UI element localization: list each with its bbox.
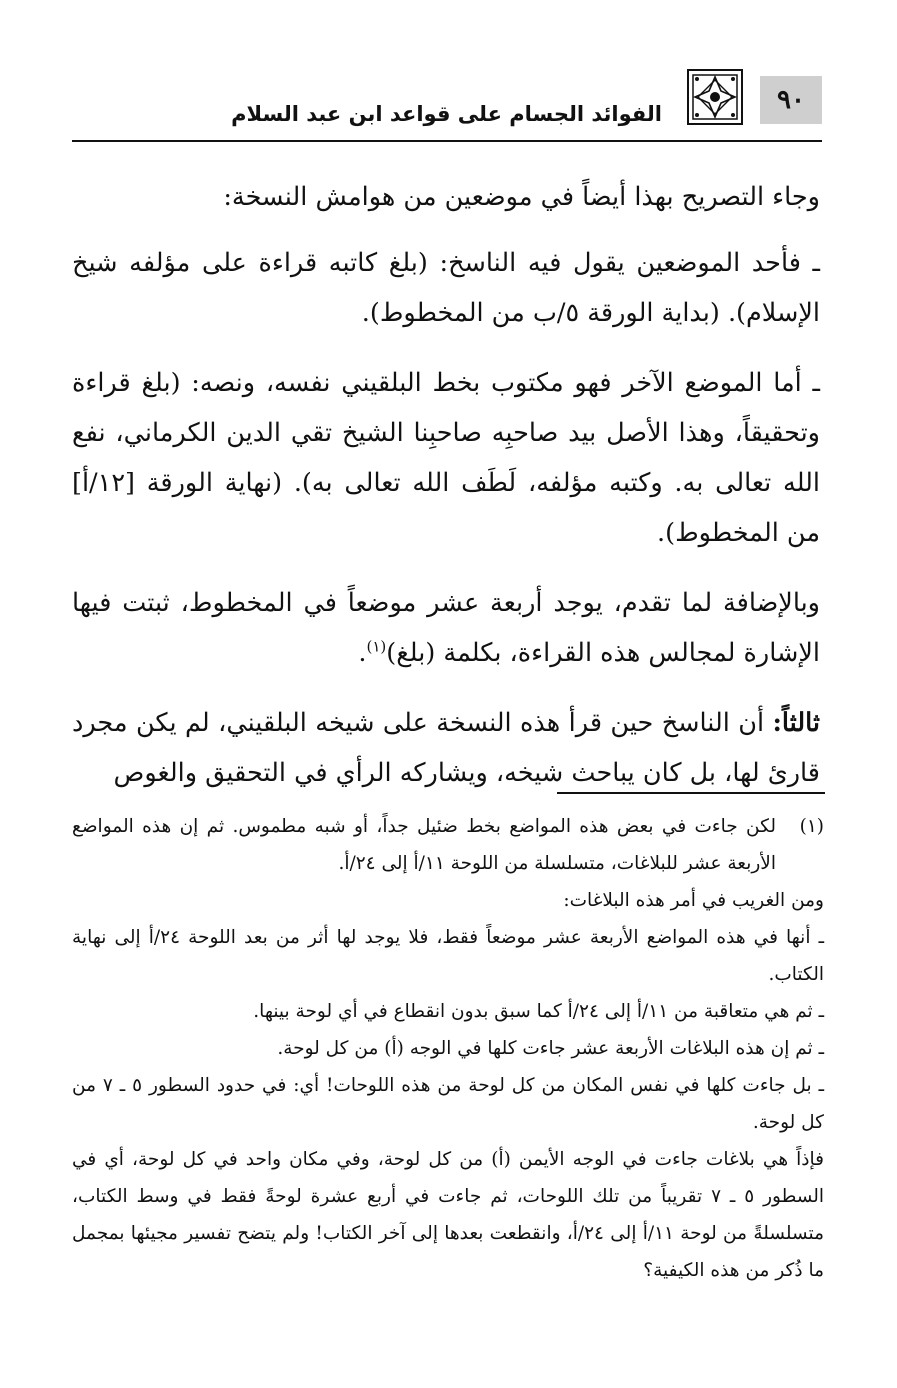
- footnote-line-5: ـ ثم إن هذه البلاغات الأربعة عشر جاءت كلها في الوجه (أ) من كل لوحة.: [277, 1038, 824, 1059]
- paragraph-4-end: .: [358, 638, 367, 668]
- footnote-1: [72, 808, 824, 882]
- footnote-line-2: ومن الغريب في أمر هذه البلاغات:: [563, 890, 824, 911]
- running-title: الفوائد الجسام على قواعد ابن عبد السلام: [231, 102, 662, 126]
- paragraph-5-lead: ثالثاً:: [772, 708, 820, 738]
- footnote-line-3: ـ أنها في هذه المواضع الأربعة عشر موضعاً فقط، فلا يوجد لها أثر من بعد اللوحة ٢٤/أ إلى نهاية الكتاب.: [72, 927, 824, 985]
- page-number: ٩٠: [777, 85, 805, 115]
- page-number-box: [760, 76, 822, 124]
- footnote-ref[interactable]: (١): [366, 637, 387, 656]
- footnote-line-1: لكن جاءت في بعض هذه المواضع بخط ضئيل جداً، أو شبه مطموس. ثم إن هذه المواضع الأربعة عشر للبلاغات، متسلسلة من اللوحة ١١/أ إلى ٢٤/أ.: [72, 816, 776, 874]
- paragraph-2: ـ فأحد الموضعين يقول فيه الناسخ: (بلغ كاتبه قراءة على مؤلفه شيخ الإسلام). (بداية الورقة ٥/ب من المخطوط).: [72, 248, 820, 328]
- footnote-line-7: فإذاً هي بلاغات جاءت في الوجه الأيمن (أ) من كل لوحة، وفي مكان واحد في كل لوحة، أي في السطور ٥ ـ ٧ تقريباً من تلك اللوحات، ثم جاءت في أربع عشرة لوحةً فقط في وسط الكتاب، متسلسلةً من لوحة ١١/أ إلى ٢٤/أ، وانقطعت بعدها إلى آخر الكتاب! ولم يتضح تفسير مجيئها بمجمل ما ذُكر من هذه الكيفية؟: [72, 1149, 825, 1281]
- ornament-icon: [686, 68, 744, 126]
- footnote-separator: [557, 792, 825, 794]
- paragraph-5: [72, 698, 820, 798]
- page-header: [72, 62, 822, 140]
- footnote-line-4: ـ ثم هي متعاقبة من ١١/أ إلى ٢٤/أ كما سبق بدون انقطاع في أي لوحة بينها.: [253, 1001, 824, 1022]
- paragraph-4: [72, 578, 820, 678]
- footnote-number: (١): [799, 816, 824, 837]
- footnote-line-6: ـ بل جاءت كلها في نفس المكان من كل لوحة من هذه اللوحات! أي: في حدود السطور ٥ ـ ٧ من كل لوحة.: [72, 1075, 825, 1133]
- paragraph-5-text: أن الناسخ حين قرأ هذه النسخة على شيخه البلقيني، لم يكن مجرد قارئ لها، بل كان يباحث شيخه، ويشاركه الرأي في التحقيق والغوص: [72, 708, 820, 788]
- header-rule: [72, 140, 822, 142]
- footnotes: [72, 808, 824, 1289]
- paragraph-1: وجاء التصريح بهذا أيضاً في موضعين من هوامش النسخة:: [223, 182, 820, 212]
- paragraph-3: ـ أما الموضع الآخر فهو مكتوب بخط البلقيني نفسه، ونصه: (بلغ قراءة وتحقيقاً، وهذا الأصل بيد صاحبِه صاحبِنا الشيخ تقي الدين الكرماني، نفع الله تعالى به. وكتبه مؤلفه، لَطَف الله تعالى به). (نهاية الورقة [١٢/أ] من المخطوط).: [72, 368, 820, 548]
- paragraph-4-text: وبالإضافة لما تقدم، يوجد أربعة عشر موضعاً في المخطوط، ثبتت فيها الإشارة لمجالس هذه القراءة، بكلمة (بلغ): [72, 588, 820, 668]
- main-text: [72, 172, 820, 818]
